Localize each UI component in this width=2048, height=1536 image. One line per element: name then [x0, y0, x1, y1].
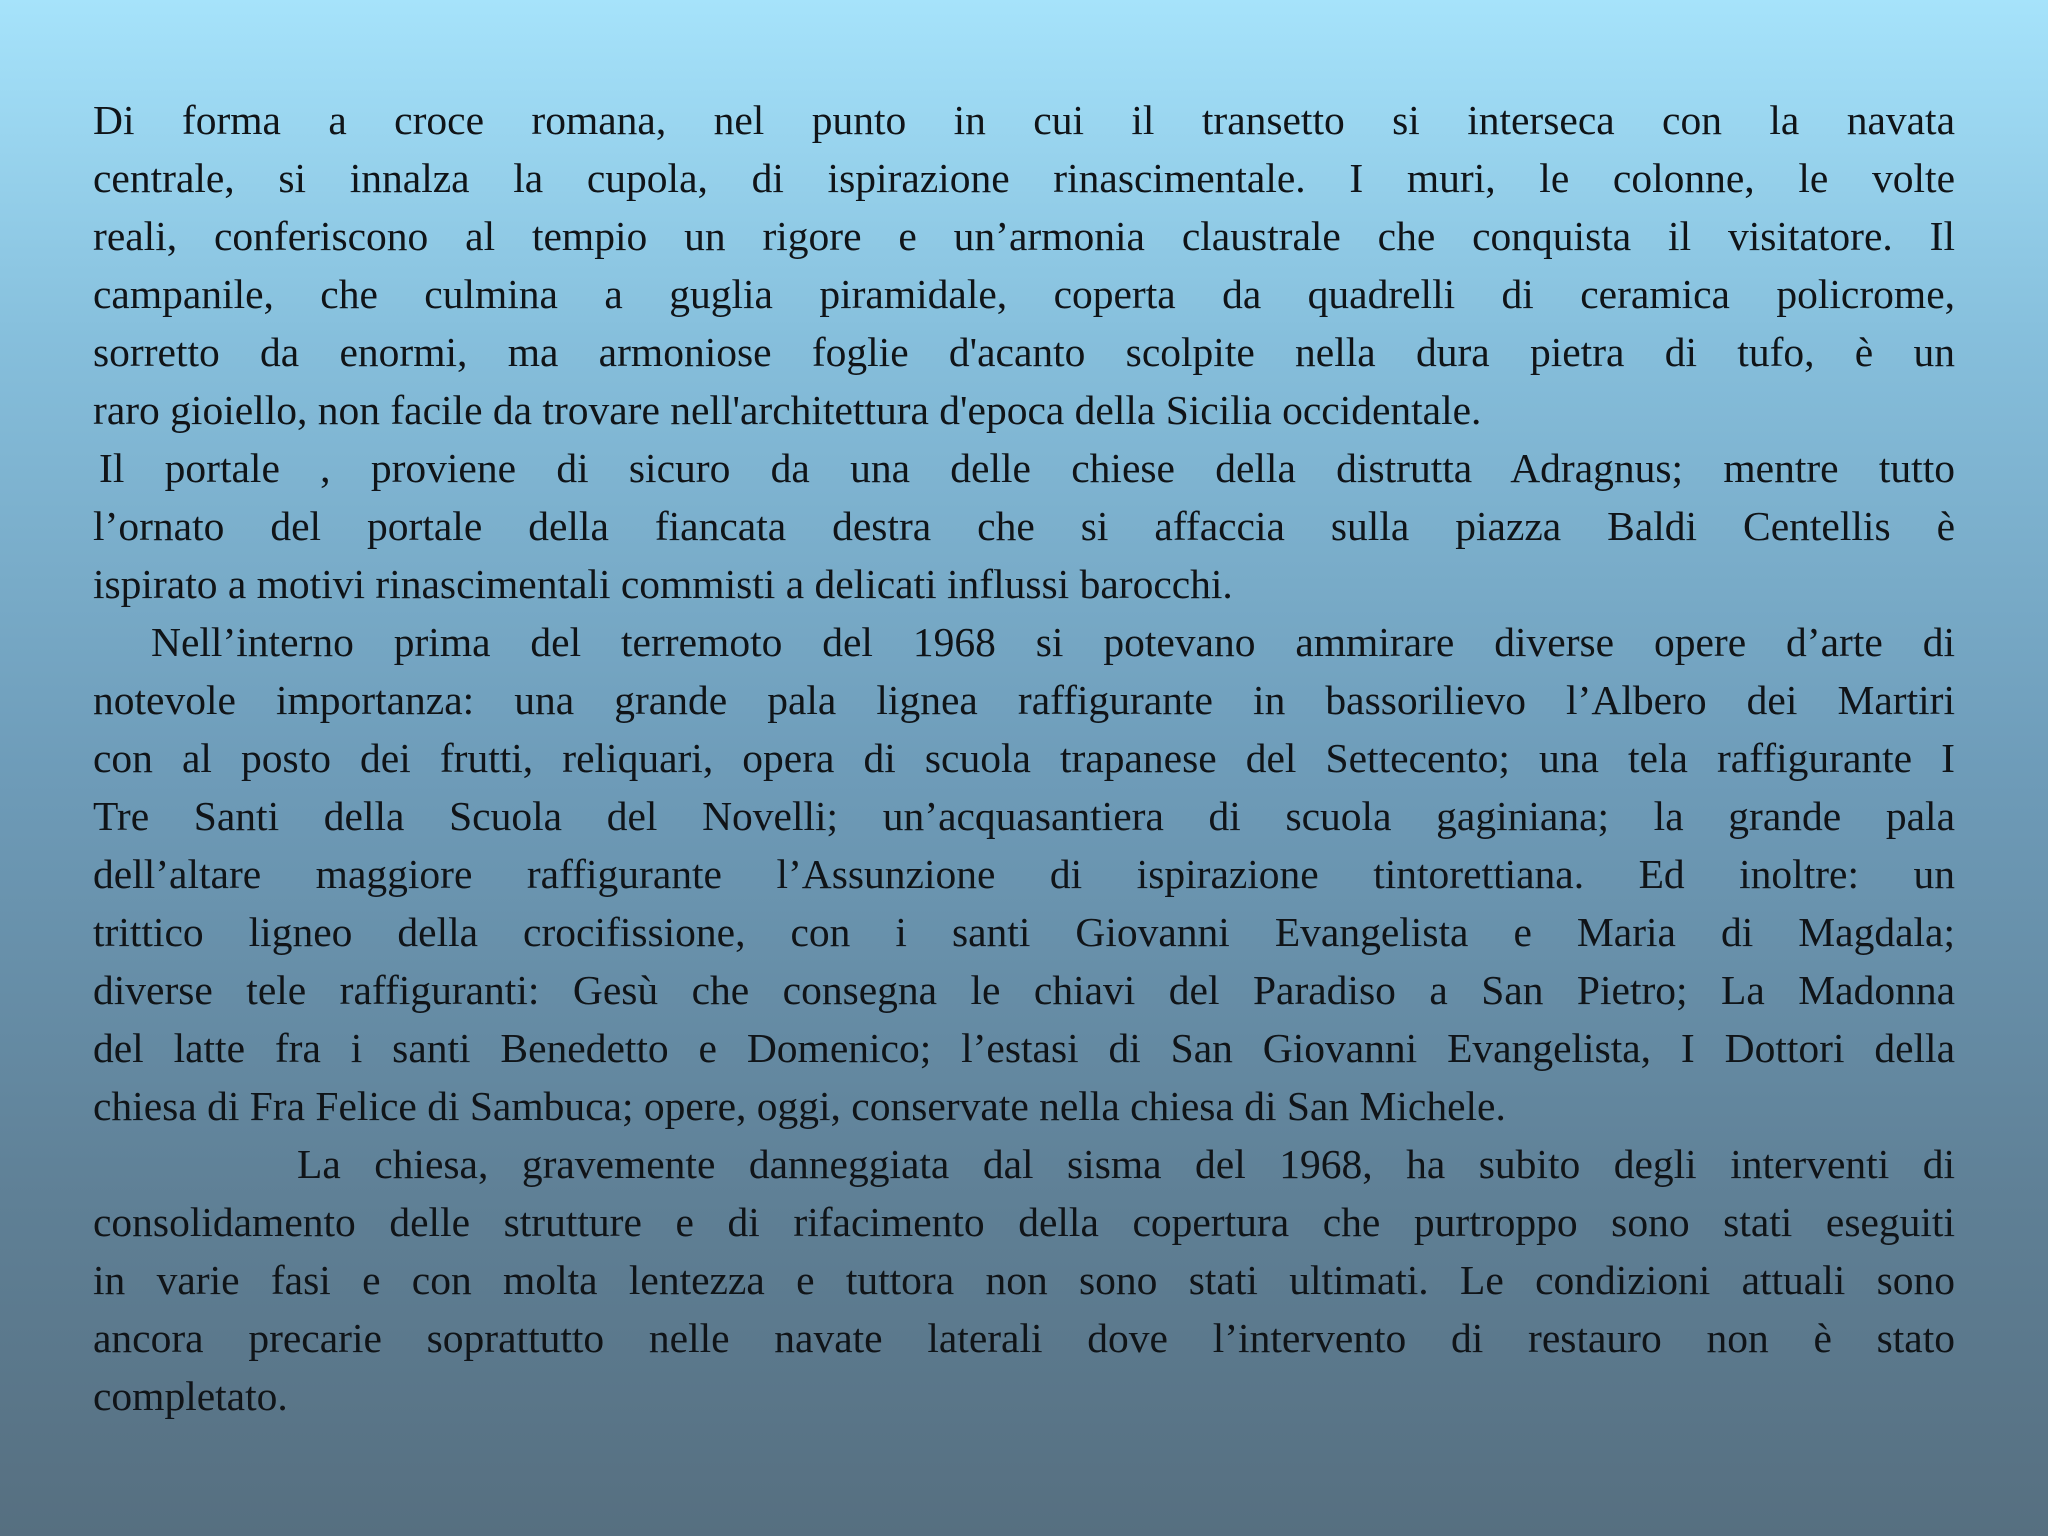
- text-line: trittico ligneo della crocifissione, con i santi Giovanni Evangelista e Maria di Magdala;: [93, 909, 1955, 955]
- text-line: Il portale , proviene di sicuro da una delle chiese della distrutta Adragnus; mentre tutto: [99, 445, 1955, 491]
- paragraph-architecture: [93, 91, 1955, 439]
- text-line: dell’altare maggiore raffigurante l’Assunzione di ispirazione tintorettiana. Ed inoltre: un: [93, 851, 1955, 897]
- text-line: consolidamento delle strutture e di rifacimento della copertura che purtroppo sono stati eseguiti: [93, 1199, 1955, 1245]
- text-line: ispirato a motivi rinascimentali commisti a delicati influssi barocchi.: [93, 561, 1233, 607]
- text-line: Tre Santi della Scuola del Novelli; un’acquasantiera di scuola gaginiana; la grande pala: [93, 793, 1955, 839]
- text-line: completato.: [93, 1373, 288, 1419]
- text-line: Di forma a croce romana, nel punto in cui il transetto si interseca con la navata: [93, 97, 1955, 143]
- text-line: diverse tele raffiguranti: Gesù che consegna le chiavi del Paradiso a San Pietro; La Madonna: [93, 967, 1955, 1013]
- text-line: del latte fra i santi Benedetto e Domenico; l’estasi di San Giovanni Evangelista, I Dottori della: [93, 1025, 1955, 1071]
- text-line: notevole importanza: una grande pala lignea raffigurante in bassorilievo l’Albero dei Martiri: [93, 677, 1955, 723]
- text-line: centrale, si innalza la cupola, di ispirazione rinascimentale. I muri, le colonne, le volte: [93, 155, 1955, 201]
- text-line: sorretto da enormi, ma armoniose foglie d'acanto scolpite nella dura pietra di tufo, è un: [93, 329, 1955, 375]
- text-line: ancora precarie soprattutto nelle navate laterali dove l’intervento di restauro non è stato: [93, 1315, 1955, 1361]
- body-text: [93, 91, 1955, 1425]
- paragraph-sisma: [93, 1135, 1955, 1425]
- paragraph-portale: [93, 439, 1955, 613]
- paragraph-interno: [93, 613, 1955, 1135]
- text-line: La chiesa, gravemente danneggiata dal sisma del 1968, ha subito degli interventi di: [297, 1141, 1955, 1187]
- text-line: campanile, che culmina a guglia piramidale, coperta da quadrelli di ceramica policrome,: [93, 271, 1955, 317]
- text-line: Nell’interno prima del terremoto del 1968 si potevano ammirare diverse opere d’arte di: [151, 619, 1955, 665]
- text-line: l’ornato del portale della fiancata destra che si affaccia sulla piazza Baldi Centellis è: [93, 503, 1955, 549]
- text-line: con al posto dei frutti, reliquari, opera di scuola trapanese del Settecento; una tela raffigurante I: [93, 735, 1955, 781]
- text-line: reali, conferiscono al tempio un rigore e un’armonia claustrale che conquista il visitatore. Il: [93, 213, 1955, 259]
- text-line: raro gioiello, non facile da trovare nell'architettura d'epoca della Sicilia occidentale.: [93, 387, 1482, 433]
- text-line: chiesa di Fra Felice di Sambuca; opere, oggi, conservate nella chiesa di San Michele.: [93, 1083, 1506, 1129]
- text-line: in varie fasi e con molta lentezza e tuttora non sono stati ultimati. Le condizioni attuali sono: [93, 1257, 1955, 1303]
